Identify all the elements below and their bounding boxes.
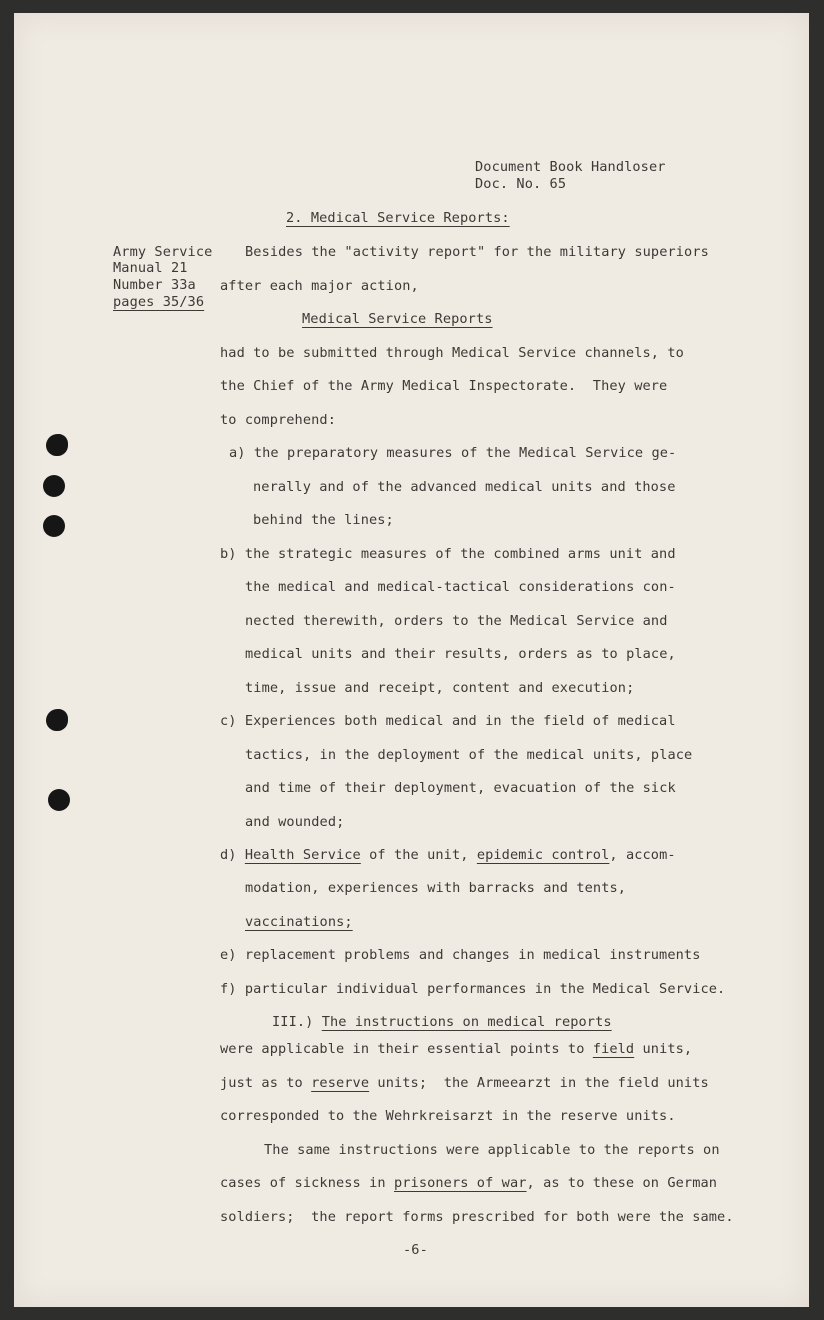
item-d-prefix: d) (220, 847, 245, 863)
margin-note-line: pages 35/36 (113, 294, 205, 310)
health-service-term: Health Service (244, 847, 361, 863)
body-line: the Chief of the Army Medical Inspectorate. They were (220, 378, 668, 394)
list-item-line: tactics, in the deployment of the medical units, place (245, 747, 693, 763)
list-item-line: nected therewith, orders to the Medical Service and (245, 613, 668, 629)
list-item-line: behind the lines; (253, 512, 394, 528)
text-span: were applicable in their essential points to (220, 1041, 593, 1057)
margin-note-line: Army Service (113, 244, 213, 260)
body-line (220, 1174, 717, 1192)
section-three-title (272, 1013, 612, 1031)
text-span: just as to (220, 1075, 312, 1091)
body-line: The same instructions were applicable to the reports on (264, 1142, 720, 1158)
text-span: units, (634, 1041, 693, 1057)
list-item-line: vaccinations; (245, 914, 353, 930)
header-doc-no: Doc. No. 65 (475, 176, 567, 192)
text-span: , as to these on German (526, 1175, 718, 1191)
section-title: 2. Medical Service Reports: (286, 210, 510, 226)
header-book: Document Book Handloser (475, 159, 666, 175)
list-item-line (220, 846, 676, 864)
punch-hole (46, 434, 68, 456)
prisoners-of-war-term: prisoners of war (393, 1175, 527, 1191)
list-item-line: modation, experiences with barracks and tents, (245, 880, 627, 896)
epidemic-control-term: epidemic control (476, 847, 610, 863)
list-item-line: time, issue and receipt, content and execution; (245, 680, 635, 696)
body-line: after each major action, (220, 278, 419, 294)
list-item-line: and wounded; (245, 814, 345, 830)
document-page (14, 13, 809, 1307)
margin-note-line: Number 33a (113, 277, 196, 293)
field-term: field (592, 1041, 635, 1057)
body-line: corresponded to the Wehrkreisarzt in the reserve units. (220, 1108, 676, 1124)
reserve-term: reserve (311, 1075, 370, 1091)
text-span: cases of sickness in (220, 1175, 394, 1191)
section-three-label: III.) (272, 1014, 322, 1030)
list-item-line: nerally and of the advanced medical units and those (253, 479, 676, 495)
section-three-heading: The instructions on medical reports (321, 1014, 612, 1030)
body-line: Besides the "activity report" for the military superiors (245, 244, 709, 260)
list-item-line: a) the preparatory measures of the Medical Service ge- (229, 445, 677, 461)
list-item-line: medical units and their results, orders as to place, (245, 646, 676, 662)
list-item-line: b) the strategic measures of the combined arms unit and (220, 546, 676, 562)
body-line (220, 1040, 692, 1058)
margin-note-line: Manual 21 (113, 260, 188, 276)
body-line: to comprehend: (220, 412, 336, 428)
list-item-line: c) Experiences both medical and in the field of medical (220, 713, 676, 729)
body-line: had to be submitted through Medical Service channels, to (220, 345, 684, 361)
body-line (220, 1074, 709, 1092)
list-item-line: f) particular individual performances in the Medical Service. (220, 981, 726, 997)
list-item-line: and time of their deployment, evacuation of the sick (245, 780, 676, 796)
item-d-mid: of the unit, (360, 847, 477, 863)
subheading: Medical Service Reports (302, 311, 493, 327)
punch-hole (48, 789, 70, 811)
text-span: units; the Armeearzt in the field units (369, 1075, 709, 1091)
body-line: soldiers; the report forms prescribed for both were the same. (220, 1209, 734, 1225)
item-d-end: , accom- (609, 847, 676, 863)
punch-hole (43, 475, 65, 497)
punch-hole (46, 709, 68, 731)
punch-hole (43, 515, 65, 537)
list-item-line: the medical and medical-tactical considerations con- (245, 579, 676, 595)
page-number: -6- (403, 1242, 428, 1258)
list-item-line: e) replacement problems and changes in medical instruments (220, 947, 701, 963)
